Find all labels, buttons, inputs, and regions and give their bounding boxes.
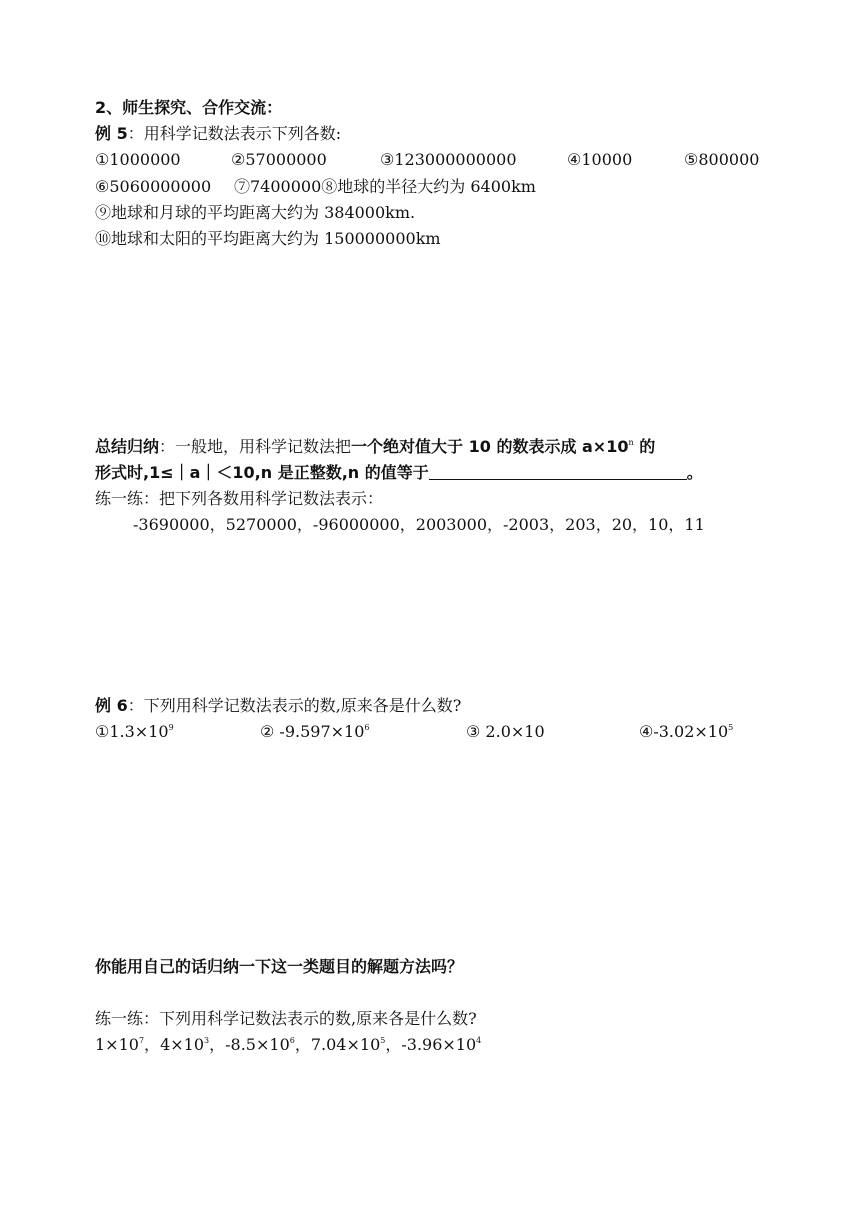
example5-item: ②57000000 [231,150,327,169]
example5-label: 例 5 [95,124,128,143]
summary-label: 总结归纳 [95,437,160,456]
practice2-item: $-3.96\times 10^4$ [401,1035,482,1054]
practice2-item: $1\times 10^7$， [95,1035,161,1054]
example6-heading [95,696,461,716]
answer-blank[interactable] [429,465,687,480]
practice2-item: $4\times 10^3$， [160,1035,226,1054]
summary-period: 。 [686,463,703,482]
example5-item: ⑨地球和月球的平均距离大约为 384000km. [95,203,416,222]
section-heading: 2、师生探究、合作交流： [95,98,283,117]
example5-item: ④10000 [567,150,633,169]
practice1-numbers: -3690000，5270000，-96000000，2003000，-2003，203，20，10，11 [133,515,705,534]
summary-text-end: 的 [633,437,656,456]
example6-item: $①1.3\times 10^9$ [95,722,174,741]
example5-item: ⑦7400000⑧地球的半径大约为 6400km [234,177,536,196]
example5-item: ③123000000000 [380,150,517,169]
summary-text: ：一般地，用科学记数法把 [159,437,352,456]
example6-item: ③ 2.0×10 [466,722,545,741]
summary-text-bold: 一个绝对值大于 10 的数表示成 a×10 [351,437,629,456]
example5-item: ⑩地球和太阳的平均距离大约为 150000000km [95,229,441,248]
method-question: 你能用自己的话归纳一下这一类题目的解题方法吗？ [95,957,464,976]
example5-prompt: ：用科学记数法表示下列各数: [127,124,342,143]
example5-item: ⑤800000 [684,150,760,169]
practice2-numbers [95,1035,481,1055]
example5-item: ①1000000 [95,150,181,169]
summary-exponent: n [628,438,634,447]
summary-line2 [95,463,703,483]
practice2-item: $-8.5\times 10^6$， [225,1035,311,1054]
summary-text: 形式时,1≤｜a｜＜10,n 是正整数,n 的值等于 [95,463,429,482]
example5-heading [95,124,341,144]
practice2-item: $7.04\times 10^5$， [310,1035,402,1054]
example6-label: 例 6 [95,696,128,715]
example6-item: $④-3.02\times 10^5$ [639,722,734,741]
example6-prompt: ：下列用科学记数法表示的数,原来各是什么数? [127,696,462,715]
practice1-title: 练一练：把下列各数用科学记数法表示： [95,489,384,508]
summary-line1 [95,437,655,457]
example6-item: ② $-9.597\times 10^6$ [260,722,370,741]
practice2-title: 练一练：下列用科学记数法表示的数,原来各是什么数? [95,1009,477,1028]
example5-item: ⑥5060000000 [95,177,212,196]
